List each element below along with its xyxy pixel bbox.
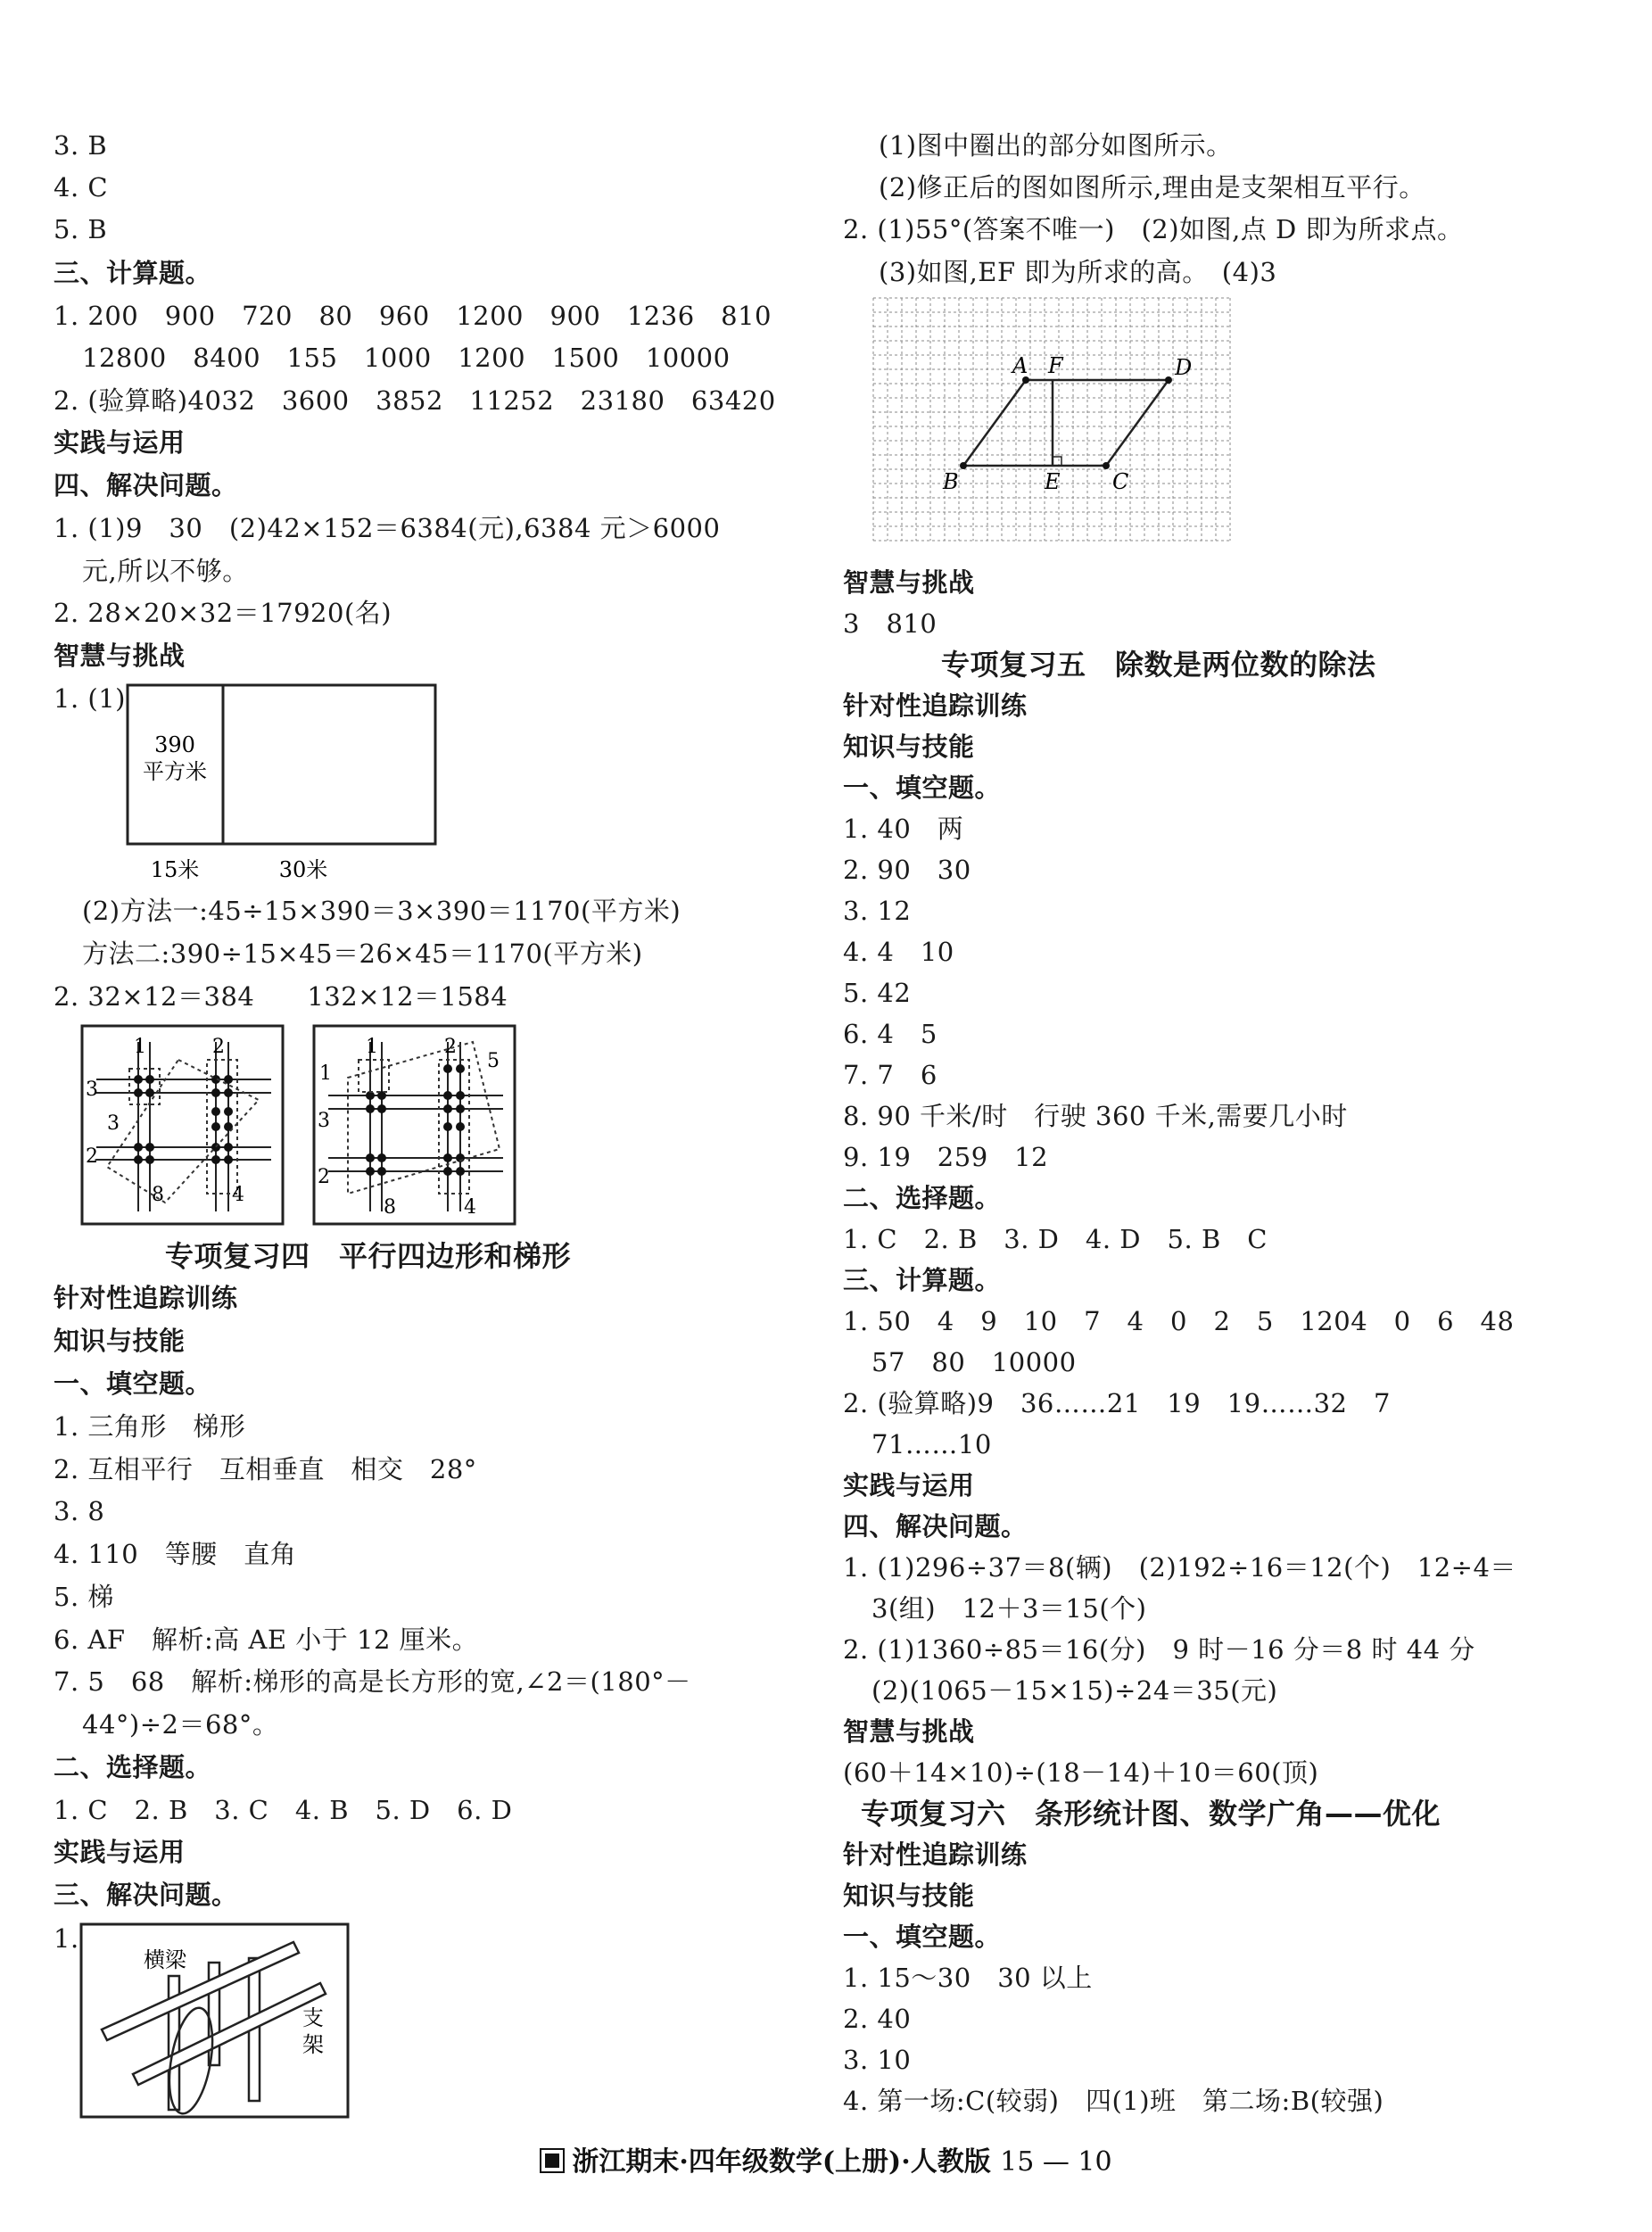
chapter-title: 专项复习五 除数是两位数的除法 [941, 648, 1376, 682]
answer-line: 7. 7 6 [843, 1060, 938, 1090]
tree-label: 8 [384, 1196, 396, 1219]
tree-label: 1 [366, 1036, 378, 1058]
tree-label: 3 [107, 1112, 120, 1135]
tree-label: 2 [212, 1036, 225, 1058]
section-heading: 四、解决问题。 [843, 1511, 1028, 1542]
width-right: 30米 [278, 857, 328, 882]
page-footer [0, 2139, 1652, 2178]
answer-line: 1. (1)296÷37＝8(辆) (2)192÷16＝12(个) 12÷4＝ [843, 1552, 1516, 1583]
section-heading: 二、选择题。 [843, 1183, 1002, 1213]
support-beam-diagram [79, 1922, 351, 2120]
point-label: E [1045, 469, 1061, 494]
tree-label: 3 [86, 1079, 98, 1101]
answer-line: (2)方法一:45÷15×390＝3×390＝1170(平方米) [82, 896, 681, 926]
answer-line: 5. 梯 [54, 1582, 114, 1612]
tree-label: 8 [152, 1184, 164, 1206]
tree-label: 2 [444, 1036, 457, 1058]
answer-line: 方法二:390÷15×45＝26×45＝1170(平方米) [82, 938, 643, 969]
answer-line: 4. 4 10 [843, 937, 954, 967]
answer-line: 2. 32×12＝384 132×12＝1584 [54, 981, 508, 1012]
publisher-logo-icon [540, 2148, 565, 2173]
section-heading: 一、填空题。 [843, 773, 1002, 803]
section-heading: 实践与运用 [843, 1470, 975, 1500]
answer-line: (60＋14×10)÷(18－14)＋10＝60(顶) [843, 1757, 1319, 1788]
answer-line: 9. 19 259 12 [843, 1142, 1049, 1172]
section-heading: 一、填空题。 [843, 1922, 1002, 1952]
section-heading: 四、解决问题。 [54, 470, 238, 500]
answer-line: (2)修正后的图如图所示,理由是支架相互平行。 [879, 172, 1425, 203]
point-label: D [1175, 355, 1193, 380]
answer-line: 元,所以不够。 [82, 556, 249, 586]
width-left: 15米 [150, 857, 200, 882]
answer-line: 1. C 2. B 3. C 4. B 5. D 6. D [54, 1795, 513, 1825]
section-heading: 智慧与挑战 [843, 1716, 975, 1747]
point-label: A [1012, 353, 1028, 378]
parallelogram [963, 380, 1169, 466]
answer-line: 1. (1)9 30 (2)42×152＝6384(元),6384 元＞6000 [54, 513, 721, 543]
point-label: F [1048, 353, 1063, 378]
answer-line: 2. 40 [843, 2004, 912, 2034]
answer-line: 2. (验算略)9 36……21 19 19……32 7 [843, 1388, 1391, 1418]
tree-label: 5 [487, 1050, 500, 1072]
answer-line: 2. 28×20×32＝17920(名) [54, 598, 392, 628]
section-heading: 三、计算题。 [54, 258, 212, 288]
answer-line: 5. 42 [843, 978, 912, 1008]
answer-line: 1. 15～30 30 以上 [843, 1963, 1093, 1993]
answer-line: 3. 12 [843, 896, 912, 926]
answer-line: 3. 8 [54, 1496, 105, 1526]
answer-line: 2. (1)1360÷85＝16(分) 9 时－16 分＝8 时 44 分 [843, 1634, 1475, 1665]
section-heading: 实践与运用 [54, 427, 186, 458]
answer-line: 3. B [54, 130, 108, 161]
tree-label: 4 [464, 1196, 476, 1219]
tree-label: 3 [318, 1110, 330, 1132]
section-heading: 针对性追踪训练 [843, 1839, 1028, 1870]
answer-line: 5. B [54, 214, 108, 244]
section-heading: 智慧与挑战 [54, 641, 186, 671]
answer-line: 2. 互相平行 互相垂直 相交 28° [54, 1454, 477, 1484]
page-number: 15 — 10 [1000, 2146, 1112, 2178]
tree-label: 2 [86, 1145, 98, 1168]
answer-line: 1. 50 4 9 10 7 4 0 2 5 1204 0 6 48 [843, 1306, 1515, 1336]
answer-line: 8. 90 千米/时 行驶 360 千米,需要几小时 [843, 1101, 1348, 1131]
footer-title: 浙江期末·四年级数学(上册)·人教版 [572, 2146, 991, 2178]
answer-line: 7. 5 68 解析:梯形的高是长方形的宽,∠2＝(180°－ [54, 1666, 691, 1697]
answer-line: 3. 10 [843, 2045, 912, 2075]
answer-line: 71……10 [871, 1429, 992, 1459]
support-label-2: 架 [302, 2032, 324, 2057]
beam-label: 横梁 [144, 1947, 186, 1972]
answer-line: 2. (1)55°(答案不唯一) (2)如图,点 D 即为所求点。 [843, 214, 1464, 244]
section-heading: 实践与运用 [54, 1837, 186, 1867]
answer-line: 1. [54, 1923, 79, 1954]
point-label: C [1112, 469, 1129, 494]
answer-line: 4. 110 等腰 直角 [54, 1539, 297, 1569]
answer-line: (1)图中圈出的部分如图所示。 [879, 130, 1233, 161]
area-value: 390 [154, 732, 195, 757]
section-heading: 知识与技能 [843, 732, 975, 762]
answer-line: 12800 8400 155 1000 1200 1500 10000 [82, 343, 731, 373]
answer-line: (2)(1065－15×15)÷24＝35(元) [871, 1675, 1278, 1706]
answer-line: 44°)÷2＝68°。 [82, 1709, 279, 1740]
section-heading: 智慧与挑战 [843, 567, 975, 598]
section-heading: 针对性追踪训练 [54, 1283, 238, 1313]
answer-line: (3)如图,EF 即为所求的高。 (4)3 [879, 257, 1277, 287]
parallelogram-grid [870, 294, 1244, 553]
support-label-1: 支 [302, 2005, 324, 2030]
answer-line: 6. AF 解析:高 AE 小于 12 厘米。 [54, 1624, 479, 1655]
tree-box-right [314, 1026, 515, 1224]
chapter-title: 专项复习四 平行四边形和梯形 [165, 1239, 572, 1273]
tree-label: 2 [318, 1166, 330, 1188]
tree-label: 1 [134, 1036, 146, 1058]
section-heading: 三、计算题。 [843, 1265, 1002, 1295]
section-heading: 二、选择题。 [54, 1752, 212, 1782]
section-heading: 知识与技能 [54, 1326, 186, 1356]
answer-line: 3(组) 12＋3＝15(个) [871, 1593, 1147, 1624]
section-heading: 一、填空题。 [54, 1368, 212, 1399]
answer-line: 6. 4 5 [843, 1019, 938, 1049]
answer-line: 1. 200 900 720 80 960 1200 900 1236 810 [54, 301, 772, 331]
area-diagram [125, 682, 446, 892]
answer-line: 1. C 2. B 3. D 4. D 5. B C [843, 1224, 1268, 1254]
tree-planting-diagrams [80, 1024, 549, 1228]
answer-line: 57 80 10000 [871, 1347, 1077, 1377]
answer-line: 1. 三角形 梯形 [54, 1411, 246, 1442]
section-heading: 三、解决问题。 [54, 1880, 238, 1910]
section-heading: 针对性追踪训练 [843, 690, 1028, 721]
tree-label: 4 [232, 1184, 244, 1206]
answer-line: 3 810 [843, 608, 938, 639]
answer-line: 4. 第一场:C(较弱) 四(1)班 第二场:B(较强) [843, 2086, 1384, 2116]
tree-label: 1 [319, 1062, 332, 1085]
section-heading: 知识与技能 [843, 1881, 975, 1911]
area-unit: 平方米 [143, 759, 207, 784]
point-label: B [943, 469, 959, 494]
answer-line: 1. 40 两 [843, 814, 964, 844]
chapter-title: 专项复习六 条形统计图、数学广角——优化 [861, 1797, 1441, 1831]
answer-line: 2. 90 30 [843, 855, 971, 885]
answer-line: 2. (验算略)4032 3600 3852 11252 23180 63420 [54, 385, 776, 416]
answer-line: 1. (1) [54, 683, 126, 714]
answer-line: 4. C [54, 172, 109, 203]
